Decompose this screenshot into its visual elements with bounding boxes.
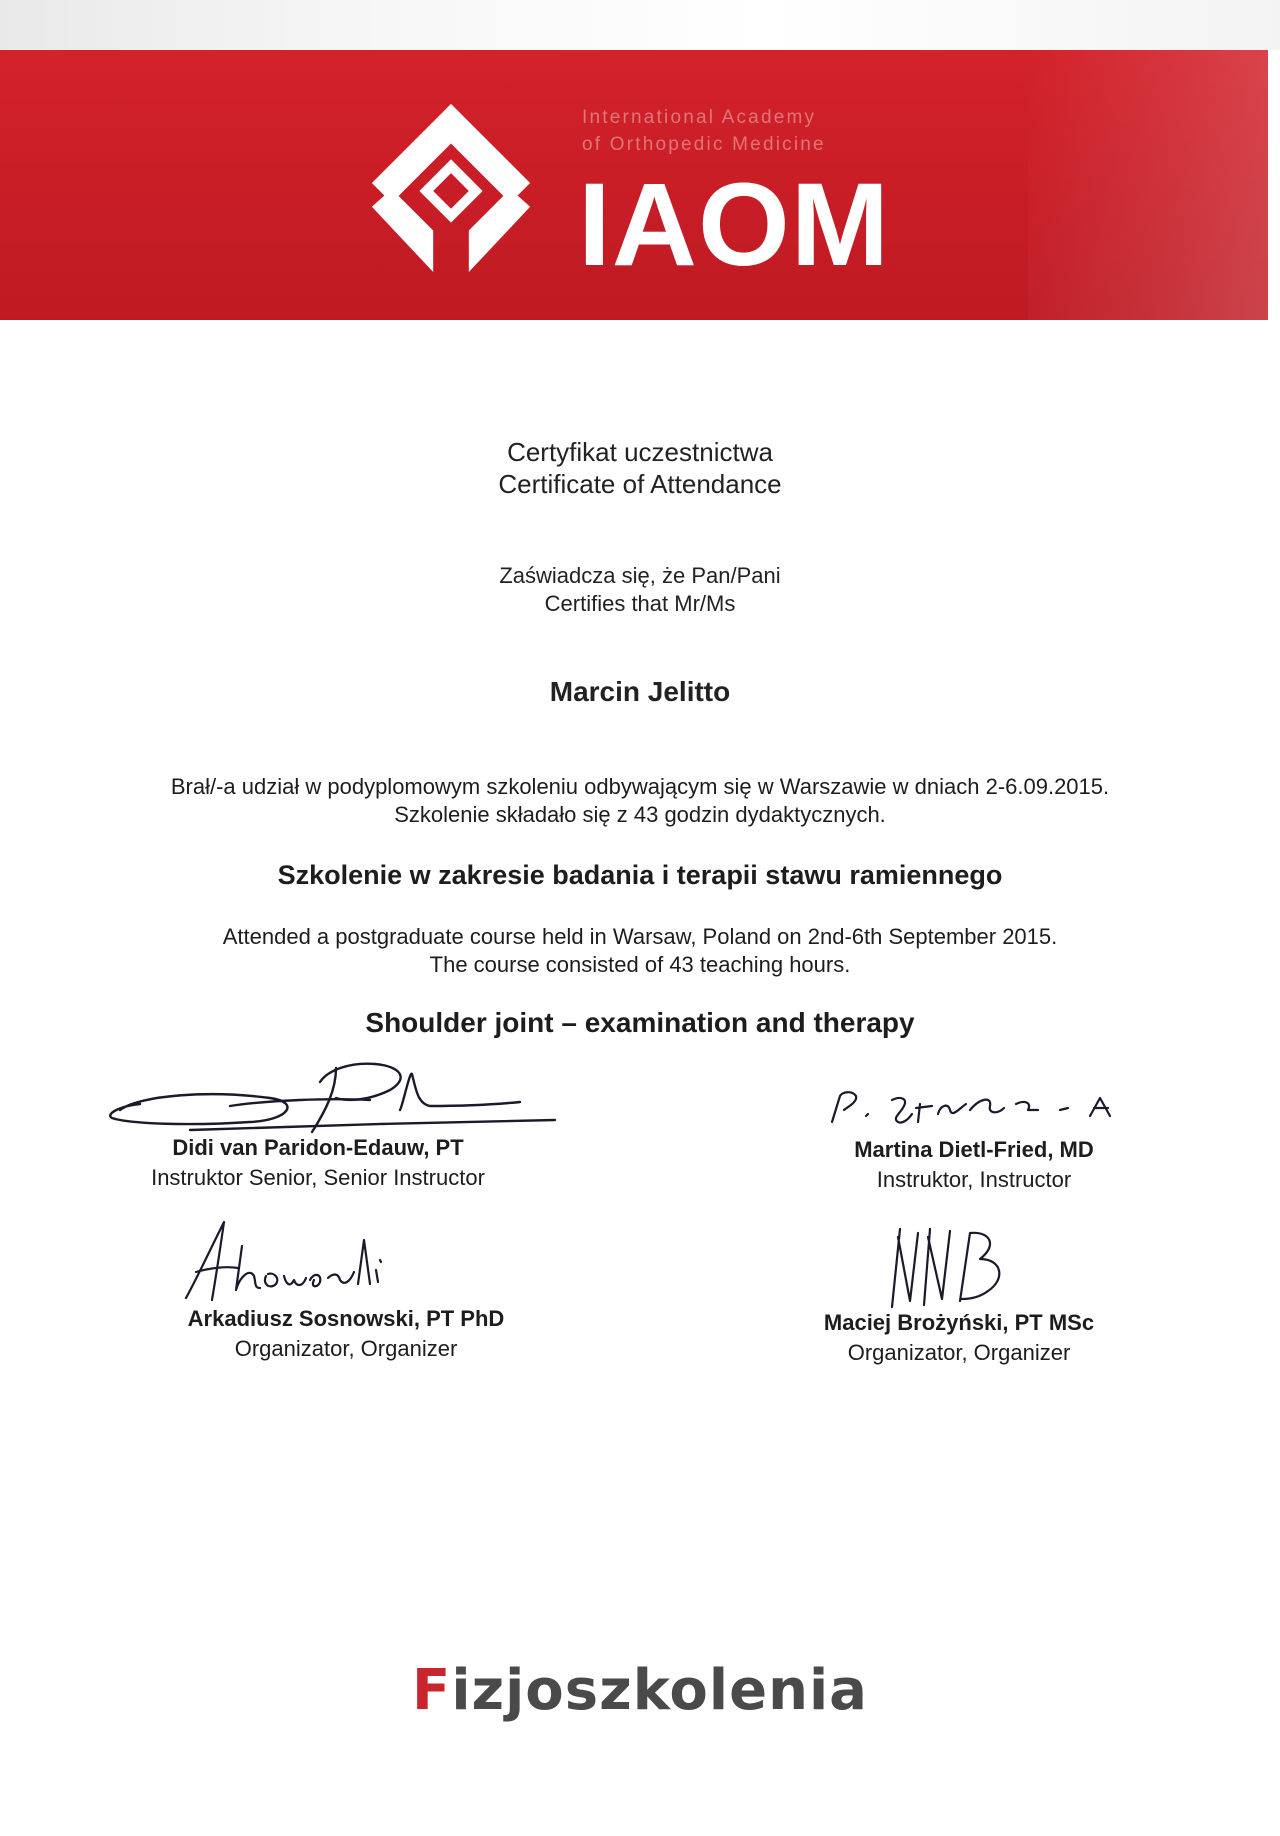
signature-martina-dietl-fried xyxy=(820,1080,1150,1140)
logo-tagline-line2: of Orthopedic Medicine xyxy=(582,134,826,155)
signature-maciej-brozynski xyxy=(880,1215,1030,1315)
attended-text-pl-line2: Szkolenie składało się z 43 godzin dydaktycznych. xyxy=(394,802,886,827)
iaom-logo-icon xyxy=(362,96,540,278)
signatory-3-role: Organizator, Organizer xyxy=(234,1336,458,1361)
course-title-en: Shoulder joint – examination and therapy xyxy=(365,1007,915,1038)
signatory-2-name: Martina Dietl-Fried, MD xyxy=(854,1137,1094,1162)
signatory-4-name: Maciej Brożyński, PT MSc xyxy=(823,1310,1095,1335)
signatory-4-role: Organizator, Organizer xyxy=(847,1340,1071,1365)
certify-text-pl: Zaświadcza się, że Pan/Pani xyxy=(499,563,781,588)
fizjoszkolenia-logo-accent: F xyxy=(412,1658,452,1723)
fizjoszkolenia-logo-text: izjoszkolenia xyxy=(451,1658,868,1723)
participant-name: Marcin Jelitto xyxy=(549,676,731,707)
certify-text-en: Certifies that Mr/Ms xyxy=(544,591,736,616)
signatory-1-name: Didi van Paridon-Edauw, PT xyxy=(172,1135,464,1160)
fizjoszkolenia-logo xyxy=(0,1658,1280,1723)
signatory-1 xyxy=(58,1135,578,1191)
signatory-3-name: Arkadiusz Sosnowski, PT PhD xyxy=(187,1306,505,1331)
certificate-title-pl: Certyfikat uczestnictwa xyxy=(507,437,773,467)
logo-tagline xyxy=(582,104,826,158)
signature-didi-van-paridon xyxy=(100,1040,560,1140)
attended-text-pl-line1: Brał/-a udział w podyplomowym szkoleniu odbywającym się w Warszawie w dniach 2-6.09.2015. xyxy=(170,774,1110,799)
signatory-2-role: Instruktor, Instructor xyxy=(876,1167,1072,1192)
signature-arkadiusz-sosnowski xyxy=(170,1210,410,1310)
top-scan-edge xyxy=(0,0,1280,50)
attended-text-en-line1: Attended a postgraduate course held in Warsaw, Poland on 2nd-6th September 2015. xyxy=(222,924,1058,949)
signatory-3 xyxy=(86,1306,606,1362)
logo-wordmark: IAOM xyxy=(578,159,891,291)
signatory-4 xyxy=(699,1310,1219,1366)
signatory-1-role: Instruktor Senior, Senior Instructor xyxy=(151,1165,485,1190)
certificate-title-en: Certificate of Attendance xyxy=(498,469,782,499)
logo-tagline-line1: International Academy xyxy=(582,107,817,128)
course-title-pl: Szkolenie w zakresie badania i terapii stawu ramiennego xyxy=(277,860,1003,890)
signatory-2 xyxy=(714,1137,1234,1193)
attended-text-en-line2: The course consisted of 43 teaching hours. xyxy=(429,952,851,977)
